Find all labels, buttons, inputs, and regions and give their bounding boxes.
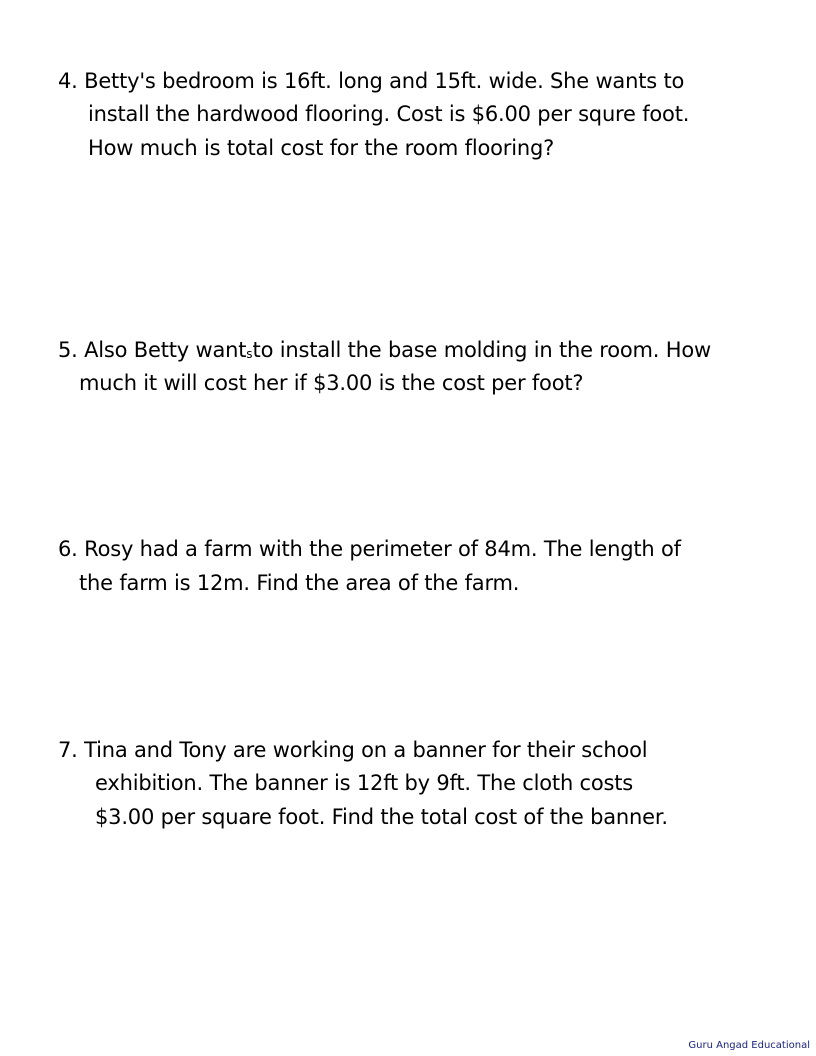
question-7-line-2: exhibition. The banner is 12ft by 9ft. The cloth costs — [95, 771, 634, 795]
question-6-line-1 — [58, 532, 681, 566]
question-text: Also Betty want — [84, 338, 247, 362]
question-number: 6. — [58, 537, 78, 561]
question-4-line-2: install the hardwood flooring. Cost is $6.00 per squre foot. — [88, 102, 690, 126]
publisher-footer: Guru Angad Educational — [688, 1040, 810, 1051]
question-6-line-2: the farm is 12m. Find the area of the farm. — [79, 571, 520, 595]
question-text: Tina and Tony are working on a banner for their school — [84, 738, 648, 762]
question-4-line-3: How much is total cost for the room flooring? — [88, 136, 555, 160]
question-7-line-1 — [58, 733, 647, 767]
question-4-line-1 — [58, 64, 684, 98]
question-text-small-letter: s — [246, 347, 253, 361]
question-text: to install the base molding in the room. How — [252, 338, 711, 362]
question-number: 4. — [58, 69, 78, 93]
question-7-line-3: $3.00 per square foot. Find the total cost of the banner. — [95, 805, 668, 829]
question-5-line-2: much it will cost her if $3.00 is the cost per foot? — [79, 371, 584, 395]
question-number: 7. — [58, 738, 78, 762]
question-text: Betty's bedroom is 16ft. long and 15ft. wide. She wants to — [84, 69, 685, 93]
question-number: 5. — [58, 338, 78, 362]
question-text: Rosy had a farm with the perimeter of 84m. The length of — [84, 537, 681, 561]
